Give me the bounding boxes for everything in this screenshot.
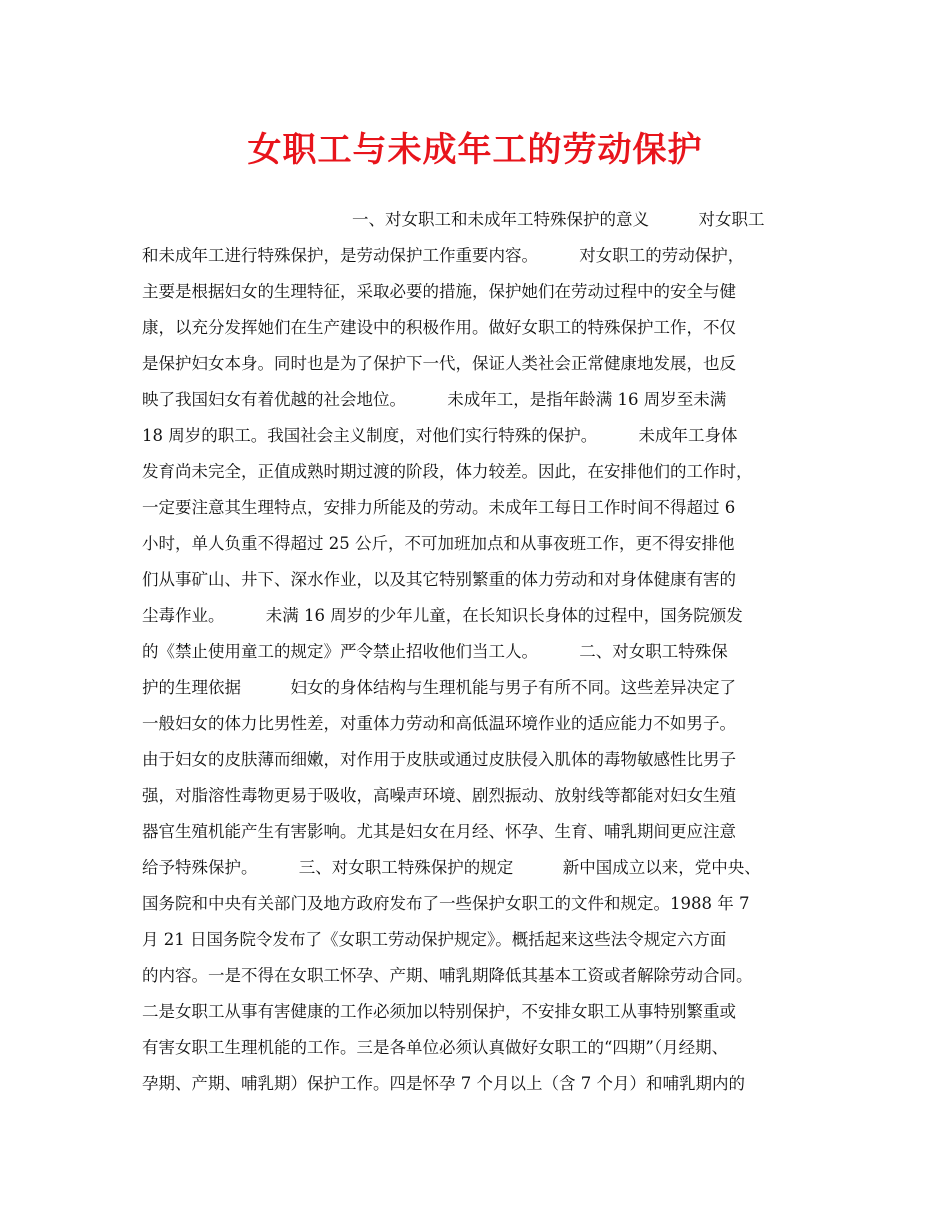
body-line: 一般妇女的体力比男性差，对重体力劳动和高低温环境作业的适应能力不如男子。 [142,714,736,733]
body-line: 和未成年工进行特殊保护，是劳动保护工作重要内容。 对女职工的劳动保护， [142,246,745,265]
body-line: 一、对女职工和未成年工特殊保护的意义 对女职工 [352,210,765,229]
body-line: 给予特殊保护。 三、对女职工特殊保护的规定 新中国成立以来，党中央、 [142,858,761,877]
body-line: 国务院和中央有关部门及地方政府发布了一些保护女职工的文件和规定。1988 年 7 [142,894,750,913]
body-line: 孕期、产期、哺乳期）保护工作。四是怀孕 7 个月以上（含 7 个月）和哺乳期内的 [142,1074,745,1093]
body-line: 们从事矿山、井下、深水作业，以及其它特别繁重的体力劳动和对身体健康有害的 [142,570,736,589]
body-line: 强，对脂溶性毒物更易于吸收，高噪声环境、剧烈振动、放射线等都能对妇女生殖 [142,786,736,805]
body-line: 二是女职工从事有害健康的工作必须加以特别保护，不安排女职工从事特别繁重或 [142,1002,736,1021]
body-line: 护的生理依据 妇女的身体结构与生理机能与男子有所不同。这些差异决定了 [142,678,736,697]
body-line: 月 21 日国务院令发布了《女职工劳动保护规定》。概括起来这些法令规定六方面 [142,930,727,949]
body-line: 映了我国妇女有着优越的社会地位。 未成年工，是指年龄满 16 周岁至未满 [142,390,727,409]
body-line: 一定要注意其生理特点，安排力所能及的劳动。未成年工每日工作时间不得超过 6 [142,498,736,517]
body-line: 器官生殖机能产生有害影响。尤其是妇女在月经、怀孕、生育、哺乳期间更应注意 [142,822,736,841]
body-line: 有害女职工生理机能的工作。三是各单位必须认真做好女职工的“四期”（月经期、 [142,1038,729,1057]
body-line: 尘毒作业。 未满 16 周岁的少年儿童，在长知识长身体的过程中，国务院颁发 [142,606,743,625]
body-line: 小时，单人负重不得超过 25 公斤，不可加班加点和从事夜班工作，更不得安排他 [142,534,735,553]
body-line: 由于妇女的皮肤薄而细嫩，对作用于皮肤或通过皮肤侵入肌体的毒物敏感性比男子 [142,750,736,769]
document-title: 女职工与未成年工的劳动保护 [247,130,703,170]
body-line: 发育尚未完全，正值成熟时期过渡的阶段，体力较差。因此，在安排他们的工作时， [142,462,753,481]
body-line: 康，以充分发挥她们在生产建设中的积极作用。做好女职工的特殊保护工作，不仅 [142,318,736,337]
body-line: 的内容。一是不得在女职工怀孕、产期、哺乳期降低其基本工资或者解除劳动合同。 [142,966,753,985]
body-line: 是保护妇女本身。同时也是为了保护下一代，保证人类社会正常健康地发展，也反 [142,354,736,373]
body-line: 的《禁止使用童工的规定》严令禁止招收他们当工人。 二、对女职工特殊保 [142,642,728,661]
body-line: 主要是根据妇女的生理特征，采取必要的措施，保护她们在劳动过程中的安全与健 [142,282,736,301]
body-line: 18 周岁的职工。我国社会主义制度，对他们实行特殊的保护。 未成年工身体 [142,426,738,445]
